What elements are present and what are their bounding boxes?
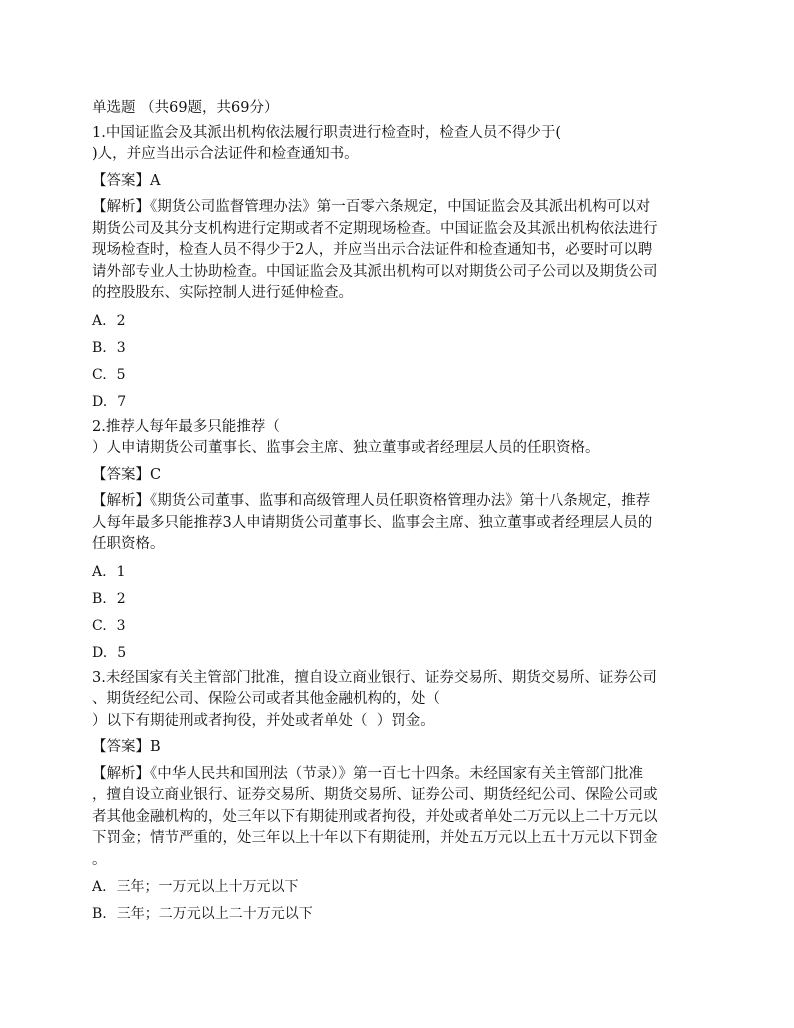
explanation-line: 者其他金融机构的，处三年以下有期徒刑或者拘役，并处或者单处二万元以上二十万元以	[92, 808, 658, 825]
question-text-line: 1.中国证监会及其派出机构依法履行职责进行检查时，检查人员不得少于(	[92, 124, 561, 141]
explanation-line: 。	[92, 851, 107, 868]
option-label: D.	[92, 393, 108, 410]
explanation-line: 人每年最多只能推荐3人申请期货公司董事长、监事会主席、独立董事或者经理层人员的	[92, 514, 653, 531]
question-text-line: 3.未经国家有关主管部门批准，擅自设立商业银行、证券交易所、期货交易所、证券公司	[92, 669, 657, 686]
option-text: 7	[117, 393, 127, 410]
option-text: 3	[116, 617, 126, 634]
option-text: 1	[116, 563, 126, 580]
option-label: B.	[92, 590, 107, 607]
explanation-line: 下罚金；情节严重的，处三年以上十年以下有期徒刑，并处五万元以上五十万元以下罚金	[92, 830, 658, 846]
option-item	[92, 392, 704, 413]
question-list	[92, 123, 704, 926]
option-text: 三年；一万元以上十万元以下	[116, 879, 299, 895]
question-block	[92, 668, 704, 926]
option-text: 三年；二万元以上二十万元以下	[116, 906, 313, 922]
option-label: C.	[92, 617, 107, 634]
question-block	[92, 123, 704, 413]
option-label: A.	[92, 312, 107, 329]
explanation-line: 任职资格。	[92, 536, 165, 552]
answer-line: 【答案】A	[92, 172, 161, 189]
option-item	[92, 338, 704, 359]
option-label: D.	[92, 644, 108, 661]
option-label: A.	[92, 879, 107, 895]
option-label: C.	[92, 366, 107, 383]
explanation-line: 【解析】《期货公司董事、监事和高级管理人员任职资格管理办法》第十八条规定，推荐	[92, 493, 651, 509]
explanation-line: ，擅自设立商业银行、证券交易所、期货交易所、证券公司、期货经纪公司、保险公司或	[92, 787, 658, 803]
explanation-line: 请外部专业人士协助检查。中国证监会及其派出机构可以对期货公司子公司以及期货公司	[92, 263, 658, 280]
option-label: A.	[92, 563, 107, 580]
option-text: 3	[116, 339, 126, 356]
option-item	[92, 643, 704, 664]
option-item	[92, 904, 704, 925]
option-label: B.	[92, 339, 107, 356]
question-text-line: ）人申请期货公司董事长、监事会主席、独立董事或者经理层人员的任职资格。	[92, 440, 600, 456]
question-block	[92, 417, 704, 664]
explanation-line: 现场检查时，检查人员不得少于2人，并应当出示合法证件和检查通知书，必要时可以聘	[92, 242, 653, 258]
question-text-line: 2.推荐人每年最多只能推荐（	[92, 418, 280, 435]
option-item	[92, 311, 704, 332]
option-item	[92, 562, 704, 583]
question-text-line: 、期货经纪公司、保险公司或者其他金融机构的，处（	[92, 691, 440, 707]
explanation-line: 【解析】《中华人民共和国刑法（节录）》第一百七十四条。未经国家有关主管部门批准	[92, 765, 643, 782]
section-title: 单选题 （共69题，共69分）	[92, 100, 279, 116]
option-label: B.	[92, 906, 107, 922]
question-text-line: )人，并应当出示合法证件和检查通知书。	[92, 146, 359, 162]
option-text: 2	[116, 590, 126, 607]
question-text-line: ）以下有期徒刑或者拘役，并处或者单处（ ）罚金。	[92, 712, 435, 729]
option-item	[92, 877, 704, 898]
option-text: 5	[116, 366, 126, 383]
option-item	[92, 616, 704, 637]
option-text: 5	[117, 644, 127, 661]
explanation-line: 的控股股东、实际控制人进行延伸检查。	[92, 285, 353, 301]
option-text: 2	[116, 312, 126, 329]
answer-line: 【答案】C	[92, 466, 162, 483]
explanation-line: 期货公司及其分支机构进行定期或者不定期现场检查。中国证监会及其派出机构依法进行	[92, 220, 658, 237]
option-item	[92, 365, 704, 386]
exam-page	[92, 98, 704, 929]
answer-line: 【答案】B	[92, 739, 161, 755]
option-item	[92, 589, 704, 610]
explanation-line: 【解析】《期货公司监督管理办法》第一百零六条规定，中国证监会及其派出机构可以对	[92, 199, 651, 215]
